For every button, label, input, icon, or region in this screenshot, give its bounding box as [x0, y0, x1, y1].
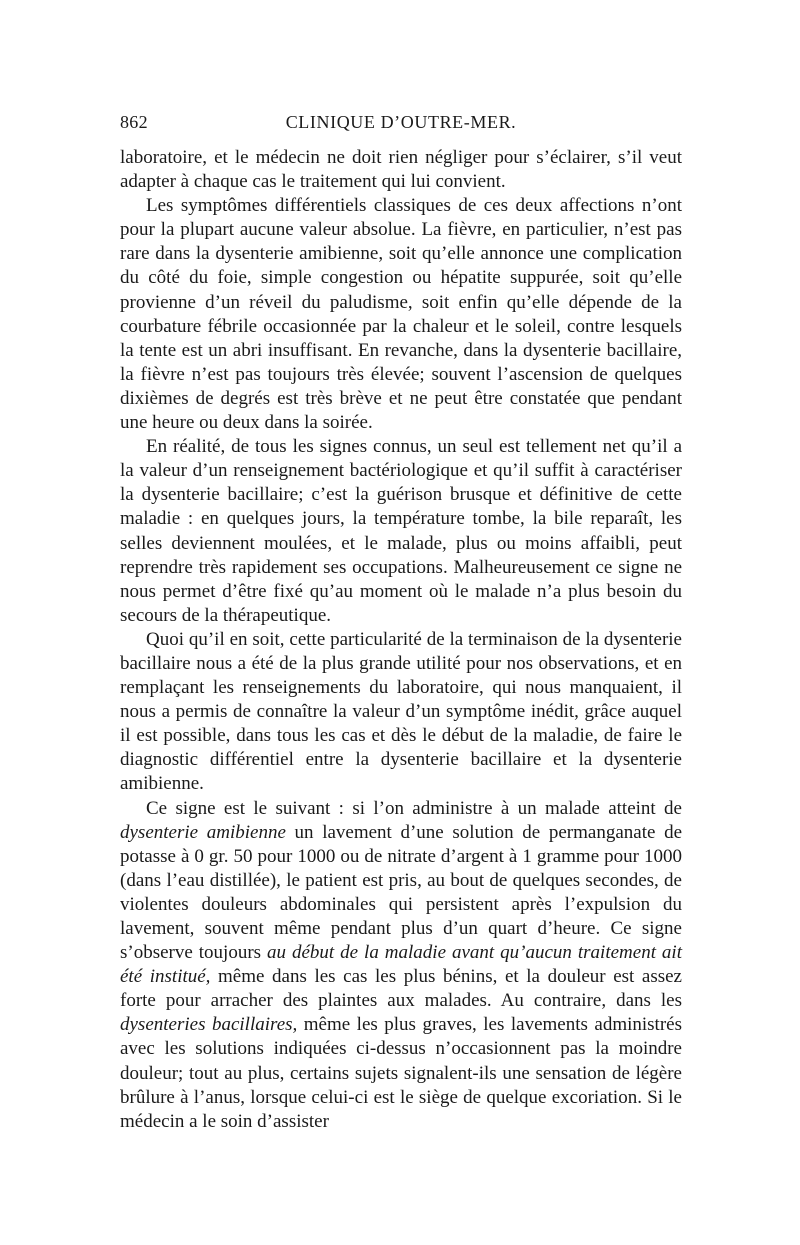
book-page — [120, 112, 682, 1134]
text-segment: En réalité, de tous les signes connus, un seul est tellement net qu’il a la valeur d’un renseignement bactériologique et qu’il suffit à caractériser la dysenterie bacillaire; c’est la guérison brusque et définitive de cette maladie : en quelques jours, la température tombe, la bile reparaît, les selles deviennent moulées, et le malade, plus ou moins affaibli, peut reprendre très rapidement ses occupations. Malheureusement ce signe ne nous permet d’être fixé qu’au moment où le malade n’a plus besoin du secours de la thérapeutique. — [120, 436, 682, 626]
paragraph — [120, 797, 682, 1134]
italic-text: dysenterie amibienne — [120, 821, 286, 843]
running-head — [120, 112, 682, 142]
italic-text: au début de la maladie avant qu’aucun traitement ait été institué, — [120, 942, 682, 988]
text-segment: laboratoire, et le médecin ne doit rien négliger pour s’éclairer, s’il veut adapter à chaque cas le traitement qui lui convient. — [120, 147, 682, 193]
text-segment: Quoi qu’il en soit, cette particularité de la terminaison de la dysenterie bacillaire nous a été de la plus grande utilité pour nos observations, et en remplaçant les renseignements du laboratoire, qui nous manquaient, il nous a permis de connaître la valeur d’un symptôme inédit, grâce auquel il est possible, dans tous les cas et dès le début de la maladie, de faire le diagnostic différentiel entre la dysenterie bacillaire et la dysenterie amibienne. — [120, 628, 682, 795]
running-title: CLINIQUE D’OUTRE-MER. — [285, 112, 517, 132]
page-number: 862 — [120, 112, 148, 132]
text-segment: Les symptômes différentiels classiques de ces deux affections n’ont pour la plupart aucune valeur absolue. La fièvre, en particulier, n’est pas rare dans la dysenterie amibienne, soit qu’elle annonce une complication du côté du foie, simple congestion ou hépatite suppurée, soit qu’elle provienne d’un réveil du paludisme, soit enfin qu’elle dépende de la courbature fébrile occasionnée par la chaleur et le soleil, contre lesquels la tente est un abri insuffisant. En revanche, dans la dysenterie bacillaire, la fièvre n’est pas toujours très élevée; souvent l’ascension de quelques dixièmes de degrés est très brève et ne peut être constatée que pendant une heure ou deux dans la soirée. — [120, 195, 682, 434]
body-text — [120, 146, 682, 1134]
text-segment: même dans les cas les plus bénins, et la douleur est assez forte pour arracher des plaintes aux malades. Au contraire, dans les — [120, 966, 682, 1012]
text-segment: un lavement d’une solution de permanganate de potasse à 0 gr. 50 pour 1000 ou de nitrate d’argent à 1 gramme pour 1000 (dans l’eau distillée), le patient est pris, au bout de quelques secondes, de violentes douleurs abdominales qui persistent après l’expulsion du lavement, souvent même pendant plus d’un quart d’heure. Ce signe s’observe toujours — [120, 821, 682, 964]
paragraph — [120, 628, 682, 797]
paragraph — [120, 435, 682, 628]
italic-text: dysenteries bacillaires, — [120, 1014, 298, 1036]
text-segment: même les plus graves, les lavements administrés avec les solutions indiquées ci-dessus n’occasionnent pas la moindre douleur; tout au plus, certains sujets signalent-ils une sensation de légère brûlure à l’anus, lorsque celui-ci est le siège de quelque excoriation. Si le médecin a le soin d’assister — [120, 1014, 682, 1132]
paragraph — [120, 194, 682, 435]
paragraph — [120, 146, 682, 194]
text-segment: Ce signe est le suivant : si l’on administre à un malade atteint de — [146, 797, 682, 819]
